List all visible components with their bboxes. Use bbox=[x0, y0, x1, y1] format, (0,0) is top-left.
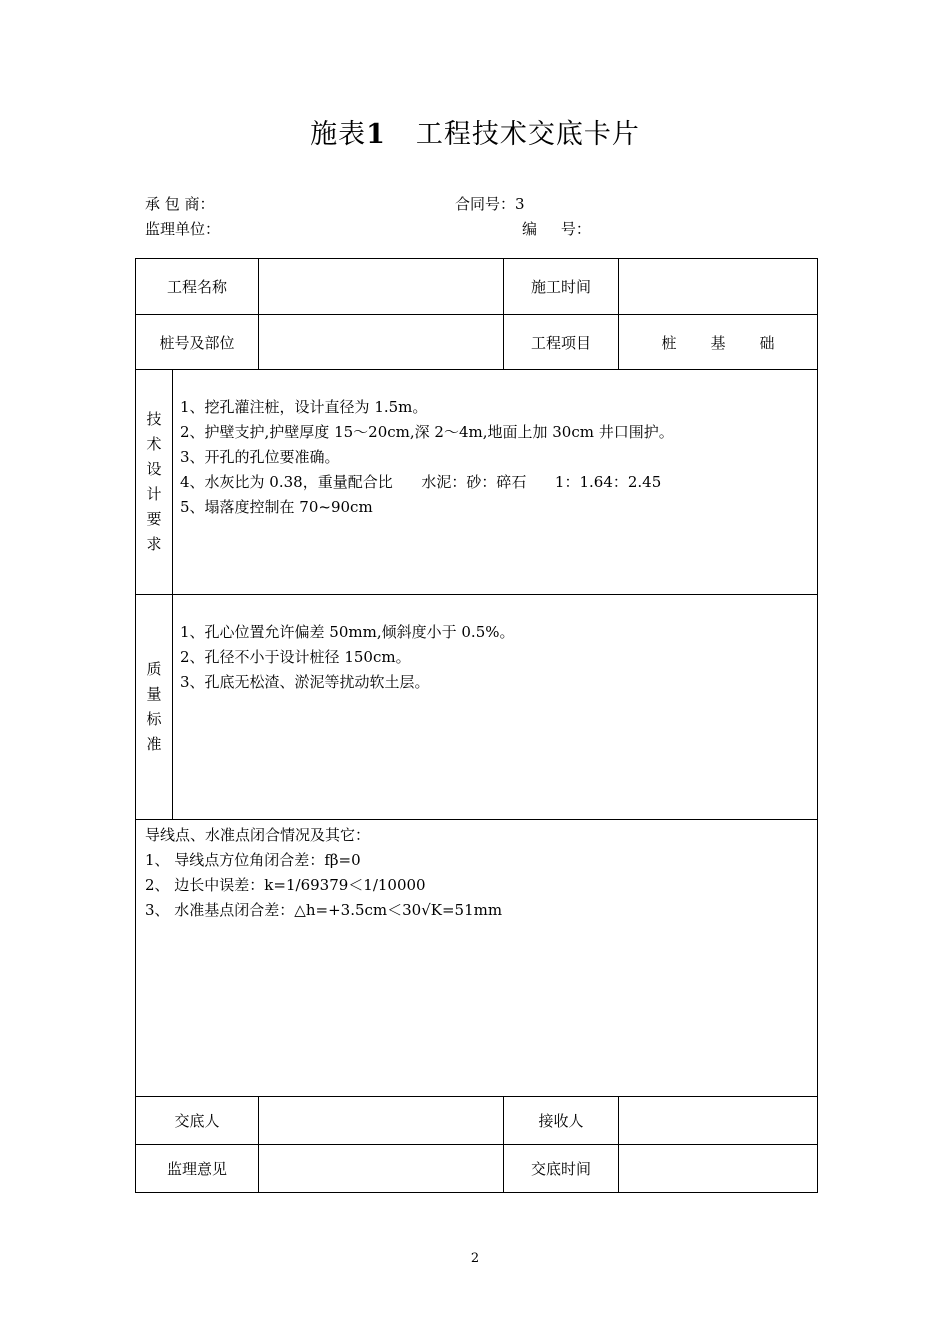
handover-time-label: 交底时间 bbox=[504, 1145, 619, 1193]
page-number: 2 bbox=[470, 1251, 480, 1266]
handover-table bbox=[135, 258, 818, 1193]
project-item-char: 础 bbox=[759, 333, 775, 352]
list-item: 4、水灰比为 0.38，重量配合比 水泥：砂：碎石 1：1.64：2.45 bbox=[180, 473, 662, 491]
project-item-char: 桩 bbox=[661, 333, 677, 352]
contract-no bbox=[455, 193, 525, 214]
list-item: 1、挖孔灌注桩，设计直径为 1.5m。 bbox=[180, 398, 428, 416]
construction-time-label: 施工时间 bbox=[504, 259, 619, 315]
contract-no-value: 3 bbox=[515, 195, 525, 213]
list-item: 1、 导线点方位角闭合差：fβ=0 bbox=[145, 851, 361, 869]
title-number: 1 bbox=[366, 119, 386, 150]
tech-requirements-content bbox=[173, 370, 818, 595]
traverse-closure-content bbox=[136, 820, 818, 1097]
supervisor-unit-label: 监理单位： bbox=[145, 220, 221, 238]
receiver-cell[interactable] bbox=[619, 1097, 818, 1145]
project-name-label: 工程名称 bbox=[136, 259, 259, 315]
handover-person-label: 交底人 bbox=[136, 1097, 259, 1145]
contract-no-label: 合同号： bbox=[455, 195, 516, 213]
project-item-label: 工程项目 bbox=[504, 315, 619, 370]
pile-location-label: 桩号及部位 bbox=[136, 315, 259, 370]
serial-no-label: 编 号： bbox=[522, 220, 591, 238]
list-item: 2、孔径不小于设计桩径 150cm。 bbox=[180, 648, 411, 666]
project-item-value bbox=[619, 315, 818, 370]
receiver-label: 接收人 bbox=[504, 1097, 619, 1145]
construction-time-cell[interactable] bbox=[619, 259, 818, 315]
list-item: 2、 边长中误差：k=1/69379＜1/10000 bbox=[145, 876, 426, 894]
traverse-heading: 导线点、水准点闭合情况及其它： bbox=[145, 826, 371, 844]
list-item: 3、开孔的孔位要准确。 bbox=[180, 448, 340, 466]
pile-location-cell[interactable] bbox=[259, 315, 504, 370]
title-prefix: 施表 bbox=[310, 119, 367, 150]
project-item-char: 基 bbox=[710, 333, 726, 352]
contractor-label: 承 包 商： bbox=[145, 195, 215, 213]
handover-time-cell[interactable] bbox=[619, 1145, 818, 1193]
page-title bbox=[0, 112, 950, 151]
list-item: 2、护壁支护,护壁厚度 15～20cm,深 2～4m,地面上加 30cm 井口围护。 bbox=[180, 423, 674, 441]
project-name-cell[interactable] bbox=[259, 259, 504, 315]
quality-standards-content bbox=[173, 595, 818, 820]
title-text: 工程技术交底卡片 bbox=[415, 119, 640, 150]
list-item: 3、 水准基点闭合差：△h=+3.5cm＜30√K=51mm bbox=[145, 901, 503, 919]
list-item: 3、孔底无松渣、淤泥等扰动软土层。 bbox=[180, 673, 430, 691]
handover-person-cell[interactable] bbox=[259, 1097, 504, 1145]
supervisor-opinion-cell[interactable] bbox=[259, 1145, 504, 1193]
quality-standards-label: 质 量 标 准 bbox=[136, 595, 173, 820]
list-item: 1、孔心位置允许偏差 50mm,倾斜度小于 0.5%。 bbox=[180, 623, 515, 641]
supervisor-opinion-label: 监理意见 bbox=[136, 1145, 259, 1193]
list-item: 5、塌落度控制在 70~90cm bbox=[180, 498, 373, 516]
tech-requirements-label: 技 术 设 计 要 求 bbox=[136, 370, 173, 595]
